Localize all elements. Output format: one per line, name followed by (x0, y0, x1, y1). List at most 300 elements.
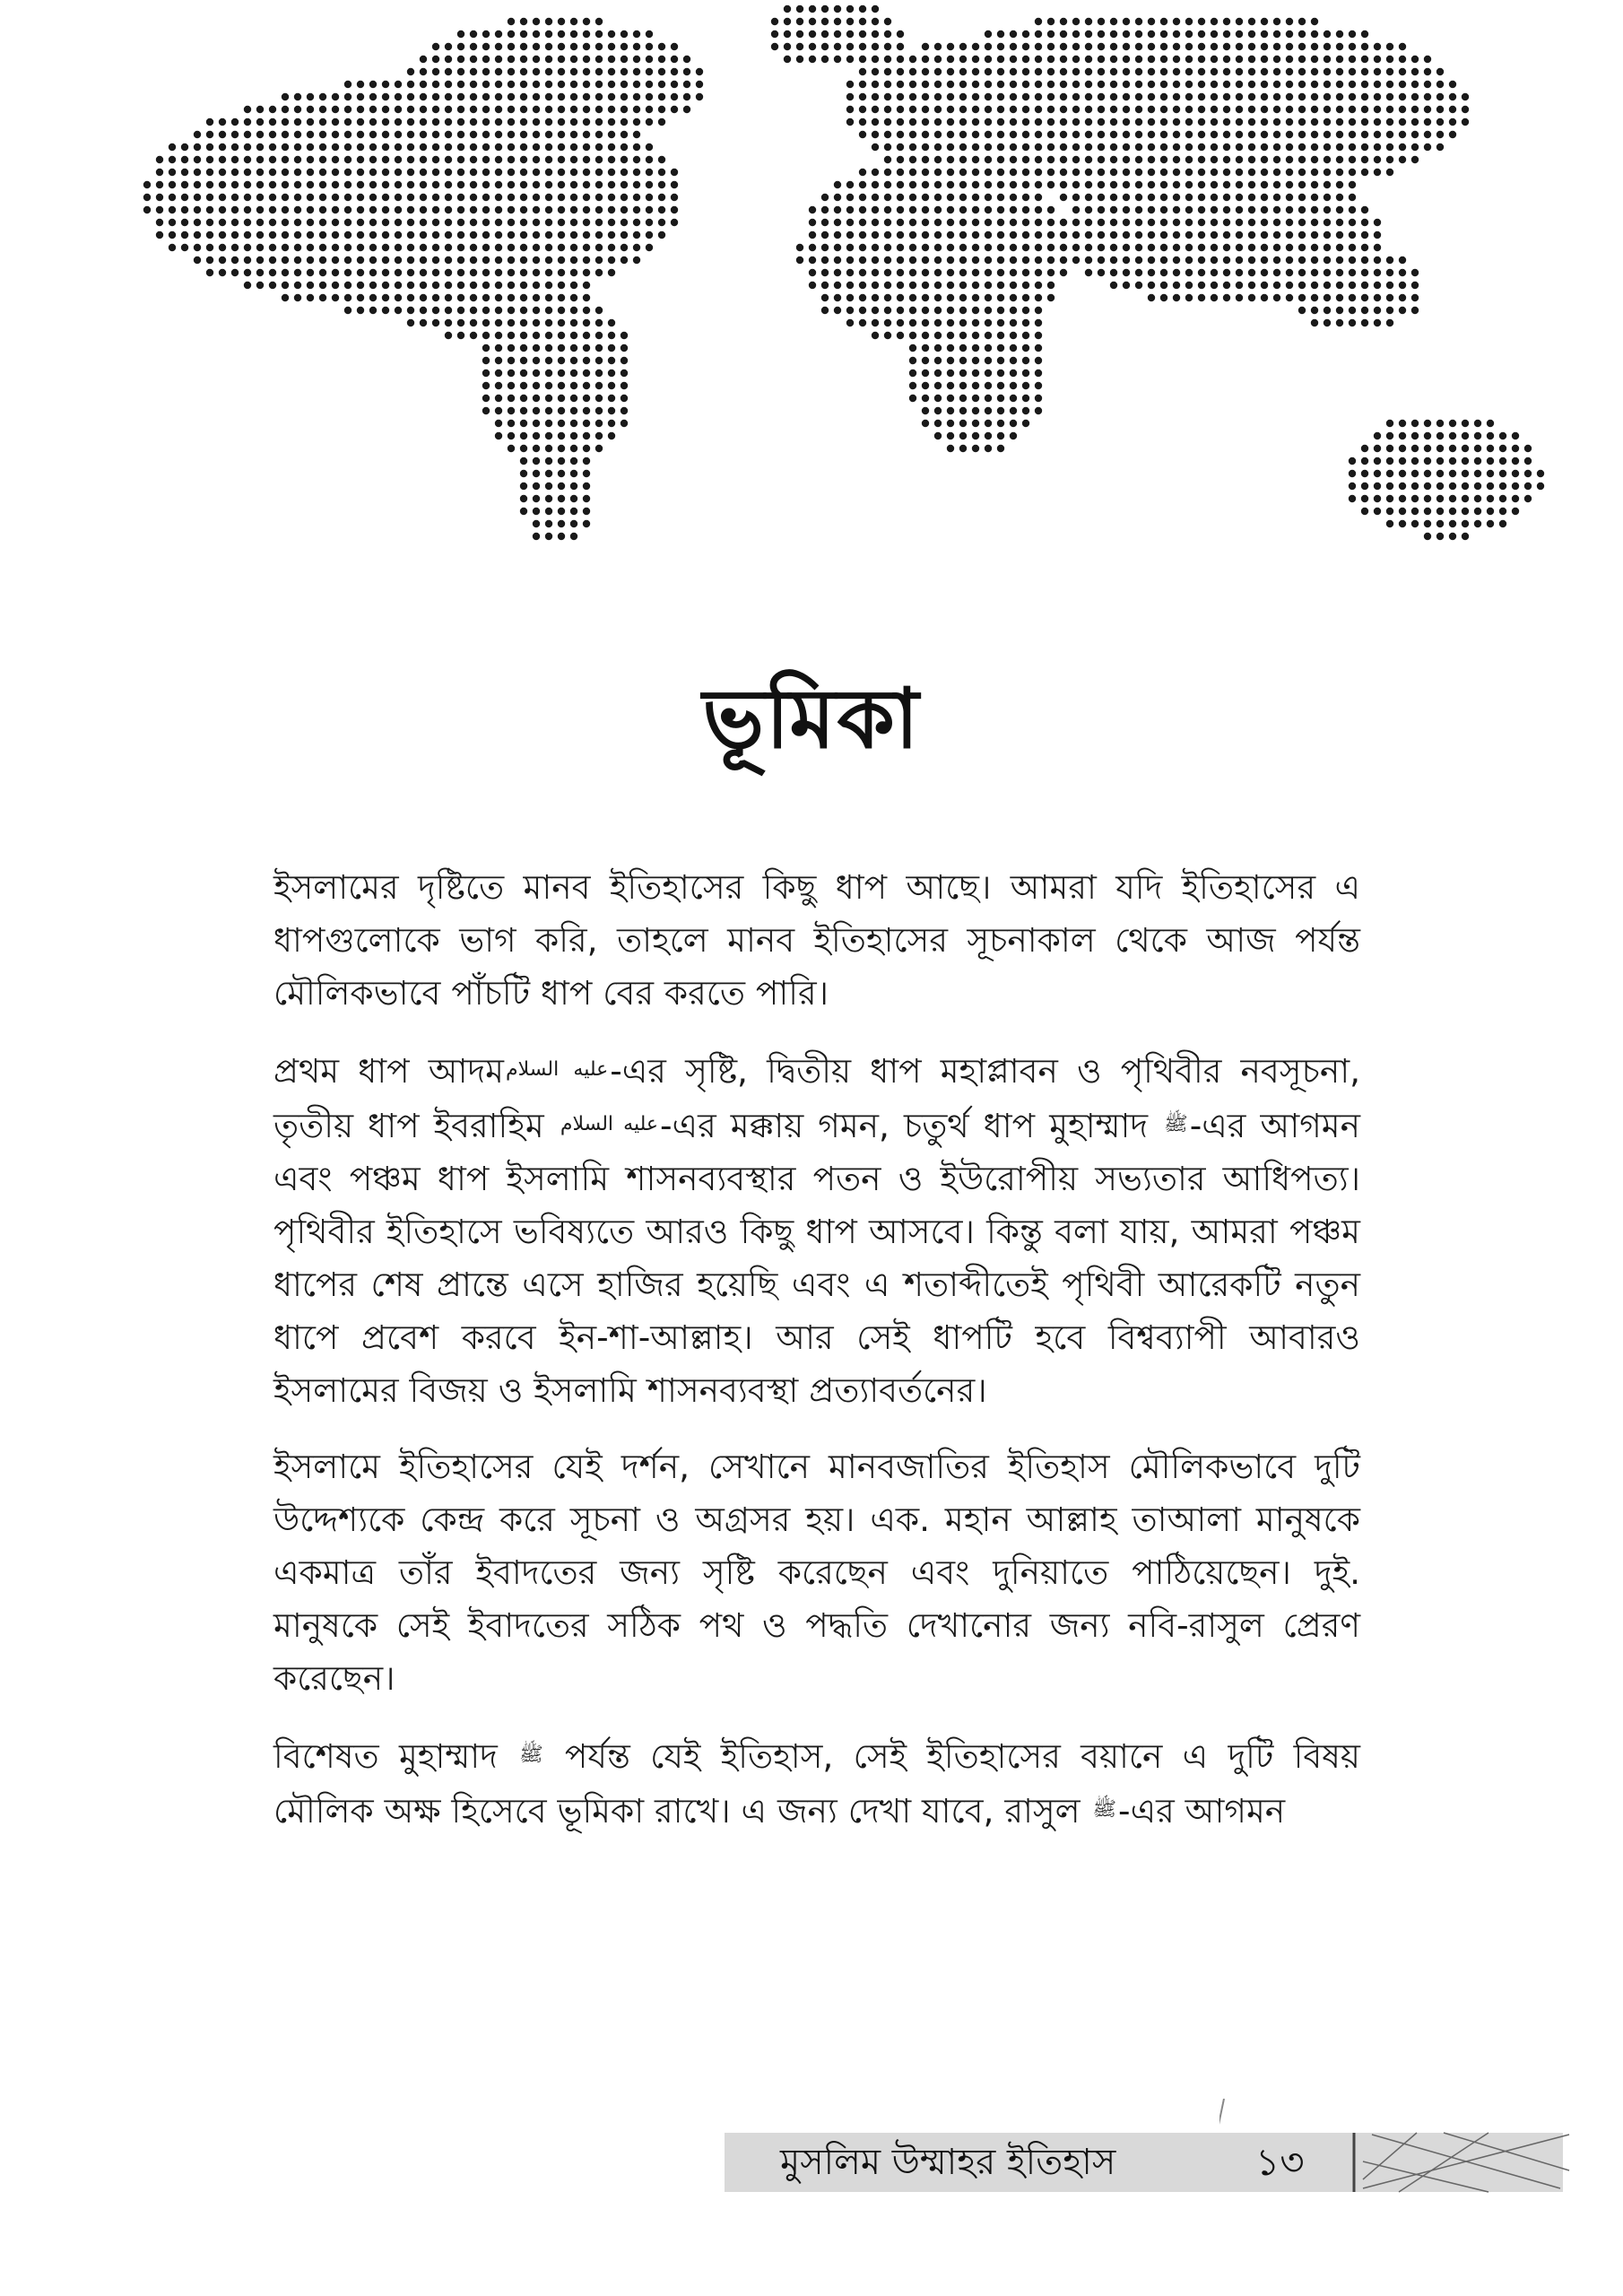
map-dot (846, 307, 854, 314)
map-dot (269, 231, 276, 239)
map-dot (1198, 169, 1205, 176)
map-dot (319, 231, 326, 239)
map-dot (282, 118, 289, 126)
map-dot (985, 118, 992, 126)
map-dot (294, 144, 301, 151)
map-dot (1399, 131, 1406, 138)
map-dot (533, 457, 540, 465)
map-dot (959, 219, 967, 226)
map-dot (972, 93, 979, 100)
map-dot (558, 533, 565, 540)
map-dot (282, 219, 289, 226)
map-dot (1047, 244, 1055, 251)
map-dot (1411, 457, 1419, 465)
map-dot (1236, 206, 1243, 213)
map-dot (369, 181, 377, 188)
map-dot (1298, 219, 1306, 226)
map-dot (533, 131, 540, 138)
map-dot (872, 332, 879, 339)
map-dot (959, 269, 967, 276)
map-dot (1236, 81, 1243, 88)
map-dot (1185, 68, 1193, 75)
map-dot (1035, 231, 1042, 239)
map-dot (897, 219, 904, 226)
map-dot (369, 106, 377, 113)
map-dot (1361, 319, 1368, 326)
map-dot (570, 344, 577, 352)
map-dot (1336, 181, 1343, 188)
map-dot (470, 194, 477, 201)
map-dot (1035, 382, 1042, 389)
map-dot (1211, 156, 1218, 163)
map-dot (796, 18, 803, 25)
map-dot (1035, 181, 1042, 188)
map-dot (934, 194, 942, 201)
map-dot (256, 156, 264, 163)
map-dot (934, 181, 942, 188)
map-dot (997, 294, 1004, 301)
map-dot (495, 294, 502, 301)
map-dot (533, 470, 540, 477)
map-dot (570, 533, 577, 540)
map-dot (1185, 93, 1193, 100)
map-dot (457, 156, 464, 163)
map-dot (1110, 194, 1117, 201)
map-dot (194, 131, 201, 138)
map-dot (1386, 319, 1393, 326)
map-dot (1273, 68, 1280, 75)
map-dot (1148, 219, 1155, 226)
map-dot (407, 307, 414, 314)
map-dot (621, 407, 628, 414)
map-dot (595, 144, 603, 151)
map-dot (533, 56, 540, 63)
map-dot (1022, 106, 1029, 113)
map-dot (985, 106, 992, 113)
map-dot (696, 68, 703, 75)
map-dot (608, 420, 615, 427)
map-dot (1324, 81, 1331, 88)
map-dot (1336, 131, 1343, 138)
map-dot (1035, 194, 1042, 201)
map-dot (1223, 43, 1230, 50)
map-dot (1211, 181, 1218, 188)
map-dot (583, 231, 590, 239)
map-dot (1324, 282, 1331, 289)
map-dot (1211, 206, 1218, 213)
map-dot (319, 219, 326, 226)
map-dot (545, 395, 552, 402)
map-dot (972, 382, 979, 389)
map-dot (244, 244, 251, 251)
map-dot (1022, 357, 1029, 364)
map-dot (972, 56, 979, 63)
map-dot (294, 181, 301, 188)
map-dot (1236, 56, 1243, 63)
map-dot (1512, 445, 1519, 452)
map-dot (495, 206, 502, 213)
map-dot (520, 131, 527, 138)
map-dot (1010, 257, 1017, 264)
map-dot (595, 131, 603, 138)
map-dot (1022, 420, 1029, 427)
map-dot (595, 43, 603, 50)
map-dot (1185, 144, 1193, 151)
map-dot (1311, 56, 1318, 63)
map-dot (294, 282, 301, 289)
map-dot (947, 294, 954, 301)
map-dot (1273, 194, 1280, 201)
paragraph-3: ইসলামে ইতিহাসের যেই দর্শন, সেখানে মানবজাতির ইতিহাস মৌলিকভাবে দুটি উদ্দেশ্যকে কেন্দ্র করে সূচনা ও অগ্রসর হয়। এক. মহান আল্লাহ তাআলা মানুষকে একমাত্র তাঁর ইবাদতের জন্য সৃষ্টি করেছেন এবং দুনিয়াতে পাঠিয়েছেন। দুই. মানুষকে সেই ইবাদতের সঠিক পথ ও পদ্ধতি দেখানোর জন্য নবি-রাসুল প্রেরণ করেছেন। (273, 1447, 1360, 1698)
map-dot (872, 244, 879, 251)
map-dot (1223, 118, 1230, 126)
map-dot (1236, 169, 1243, 176)
map-dot (470, 56, 477, 63)
map-dot (432, 307, 439, 314)
map-dot (1298, 194, 1306, 201)
map-dot (1010, 231, 1017, 239)
map-dot (1148, 231, 1155, 239)
map-dot (997, 219, 1004, 226)
map-dot (533, 382, 540, 389)
map-dot (445, 194, 452, 201)
map-dot (1286, 56, 1293, 63)
map-dot (1185, 206, 1193, 213)
map-dot (884, 131, 891, 138)
map-dot (846, 56, 854, 63)
map-dot (1248, 219, 1255, 226)
map-dot (520, 445, 527, 452)
map-dot (395, 181, 402, 188)
map-dot (1311, 106, 1318, 113)
map-dot (1361, 169, 1368, 176)
map-dot (432, 156, 439, 163)
honorific-glyph: ﷺ (519, 1744, 543, 1766)
map-dot (872, 181, 879, 188)
map-dot (169, 219, 176, 226)
map-dot (545, 43, 552, 50)
map-dot (1085, 144, 1092, 151)
map-dot (1399, 294, 1406, 301)
map-dot (231, 144, 239, 151)
map-dot (1349, 156, 1356, 163)
map-dot (1160, 282, 1167, 289)
map-dot (658, 118, 665, 126)
map-dot (809, 56, 816, 63)
map-dot (633, 144, 640, 151)
map-dot (922, 382, 929, 389)
map-dot (997, 68, 1004, 75)
map-dot (1311, 156, 1318, 163)
map-dot (633, 81, 640, 88)
map-dot (470, 30, 477, 38)
map-dot (1135, 30, 1142, 38)
map-dot (1336, 81, 1343, 88)
map-dot (558, 470, 565, 477)
map-dot (1411, 81, 1419, 88)
map-dot (972, 81, 979, 88)
map-dot (156, 206, 163, 213)
map-dot (558, 370, 565, 377)
map-dot (1273, 282, 1280, 289)
map-dot (558, 118, 565, 126)
map-dot (482, 231, 490, 239)
map-dot (231, 206, 239, 213)
map-dot (1424, 533, 1431, 540)
map-dot (420, 106, 427, 113)
map-dot (533, 144, 540, 151)
map-dot (1273, 18, 1280, 25)
map-dot (194, 156, 201, 163)
map-dot (897, 307, 904, 314)
map-dot (1298, 244, 1306, 251)
map-dot (520, 231, 527, 239)
map-dot (897, 131, 904, 138)
map-dot (1386, 282, 1393, 289)
map-dot (482, 68, 490, 75)
map-dot (1462, 533, 1469, 540)
map-dot (997, 93, 1004, 100)
map-dot (821, 294, 829, 301)
map-dot (1386, 169, 1393, 176)
map-dot (859, 68, 866, 75)
map-dot (545, 18, 552, 25)
map-dot (194, 206, 201, 213)
map-dot (621, 144, 628, 151)
map-dot (344, 244, 352, 251)
map-dot (382, 244, 389, 251)
paragraph-4 (273, 1728, 1360, 1838)
map-dot (1374, 319, 1381, 326)
map-dot (1449, 495, 1456, 502)
map-dot (1512, 457, 1519, 465)
map-dot (420, 206, 427, 213)
map-dot (595, 68, 603, 75)
map-dot (231, 181, 239, 188)
map-dot (859, 282, 866, 289)
map-dot (1424, 81, 1431, 88)
map-dot (256, 106, 264, 113)
map-dot (194, 181, 201, 188)
map-dot (520, 395, 527, 402)
map-dot (1198, 106, 1205, 113)
map-dot (608, 156, 615, 163)
map-dot (997, 244, 1004, 251)
map-dot (633, 93, 640, 100)
map-dot (859, 319, 866, 326)
map-dot (1072, 18, 1080, 25)
map-dot (1022, 56, 1029, 63)
map-dot (432, 131, 439, 138)
map-dot (244, 181, 251, 188)
map-dot (1010, 43, 1017, 50)
map-dot (1462, 432, 1469, 439)
map-dot (1072, 206, 1080, 213)
map-dot (545, 533, 552, 540)
map-dot (1361, 30, 1368, 38)
map-dot (834, 206, 841, 213)
map-dot (1374, 43, 1381, 50)
map-dot (1060, 93, 1067, 100)
map-dot (558, 319, 565, 326)
map-dot (1148, 81, 1155, 88)
map-dot (256, 181, 264, 188)
map-dot (1148, 131, 1155, 138)
map-dot (909, 219, 916, 226)
map-dot (897, 244, 904, 251)
map-dot (1411, 445, 1419, 452)
map-dot (621, 344, 628, 352)
map-dot (319, 131, 326, 138)
map-dot (1386, 156, 1393, 163)
map-dot (997, 257, 1004, 264)
map-dot (1524, 470, 1532, 477)
map-dot (570, 332, 577, 339)
map-dot (432, 43, 439, 50)
map-dot (1123, 257, 1130, 264)
map-dot (420, 93, 427, 100)
map-dot (621, 395, 628, 402)
map-dot (583, 244, 590, 251)
map-dot (1085, 169, 1092, 176)
map-dot (545, 244, 552, 251)
map-dot (1098, 81, 1105, 88)
map-dot (972, 432, 979, 439)
map-dot (784, 56, 791, 63)
map-dot (1236, 194, 1243, 201)
map-dot (1098, 106, 1105, 113)
map-dot (658, 43, 665, 50)
map-dot (1298, 30, 1306, 38)
map-dot (282, 93, 289, 100)
map-dot (570, 445, 577, 452)
map-dot (959, 131, 967, 138)
map-dot (1311, 282, 1318, 289)
map-dot (1160, 269, 1167, 276)
map-dot (1060, 257, 1067, 264)
map-dot (1374, 457, 1381, 465)
map-dot (169, 169, 176, 176)
map-dot (1085, 219, 1092, 226)
map-dot (558, 18, 565, 25)
map-dot (909, 294, 916, 301)
map-dot (269, 144, 276, 151)
map-dot (1374, 231, 1381, 239)
map-dot (1123, 81, 1130, 88)
map-dot (432, 282, 439, 289)
map-dot (1085, 244, 1092, 251)
map-dot (470, 332, 477, 339)
map-dot (206, 206, 213, 213)
map-dot (1286, 294, 1293, 301)
map-dot (859, 294, 866, 301)
map-dot (1060, 181, 1067, 188)
map-dot (1286, 169, 1293, 176)
map-dot (445, 118, 452, 126)
map-dot (959, 445, 967, 452)
map-dot (859, 56, 866, 63)
map-dot (470, 307, 477, 314)
map-dot (533, 395, 540, 402)
map-dot (382, 269, 389, 276)
map-dot (985, 206, 992, 213)
map-dot (1098, 181, 1105, 188)
map-dot (1336, 93, 1343, 100)
map-dot (909, 307, 916, 314)
map-dot (1047, 43, 1055, 50)
map-dot (445, 282, 452, 289)
map-dot (1211, 194, 1218, 201)
map-dot (508, 43, 515, 50)
map-dot (997, 118, 1004, 126)
map-dot (482, 194, 490, 201)
map-dot (972, 370, 979, 377)
map-dot (1047, 257, 1055, 264)
map-dot (608, 332, 615, 339)
map-dot (1010, 382, 1017, 389)
map-dot (231, 131, 239, 138)
map-dot (771, 30, 778, 38)
map-dot (344, 206, 352, 213)
map-dot (1349, 495, 1356, 502)
map-dot (985, 257, 992, 264)
map-dot (244, 206, 251, 213)
map-dot (872, 5, 879, 13)
map-dot (922, 56, 929, 63)
map-dot (959, 106, 967, 113)
map-dot (420, 231, 427, 239)
map-dot (809, 231, 816, 239)
map-dot (1512, 508, 1519, 515)
map-dot (1072, 244, 1080, 251)
map-dot (533, 370, 540, 377)
map-dot (1361, 445, 1368, 452)
map-dot (332, 257, 339, 264)
map-dot (181, 194, 188, 201)
map-dot (1022, 244, 1029, 251)
map-dot (495, 269, 502, 276)
map-dot (633, 30, 640, 38)
map-dot (269, 194, 276, 201)
map-dot (282, 244, 289, 251)
map-dot (445, 43, 452, 50)
map-dot (872, 282, 879, 289)
map-dot (244, 118, 251, 126)
map-dot (1524, 483, 1532, 490)
map-dot (997, 81, 1004, 88)
map-dot (1386, 495, 1393, 502)
map-dot (1223, 156, 1230, 163)
map-dot (533, 407, 540, 414)
map-dot (972, 269, 979, 276)
map-dot (495, 357, 502, 364)
map-dot (194, 257, 201, 264)
map-dot (909, 357, 916, 364)
map-dot (633, 56, 640, 63)
map-dot (1311, 30, 1318, 38)
map-dot (194, 144, 201, 151)
map-dot (1211, 231, 1218, 239)
map-dot (972, 395, 979, 402)
map-dot (570, 43, 577, 50)
map-dot (1211, 294, 1218, 301)
map-dot (595, 445, 603, 452)
map-dot (369, 294, 377, 301)
map-dot (558, 93, 565, 100)
map-dot (1035, 257, 1042, 264)
map-dot (1436, 118, 1444, 126)
map-dot (1336, 194, 1343, 201)
